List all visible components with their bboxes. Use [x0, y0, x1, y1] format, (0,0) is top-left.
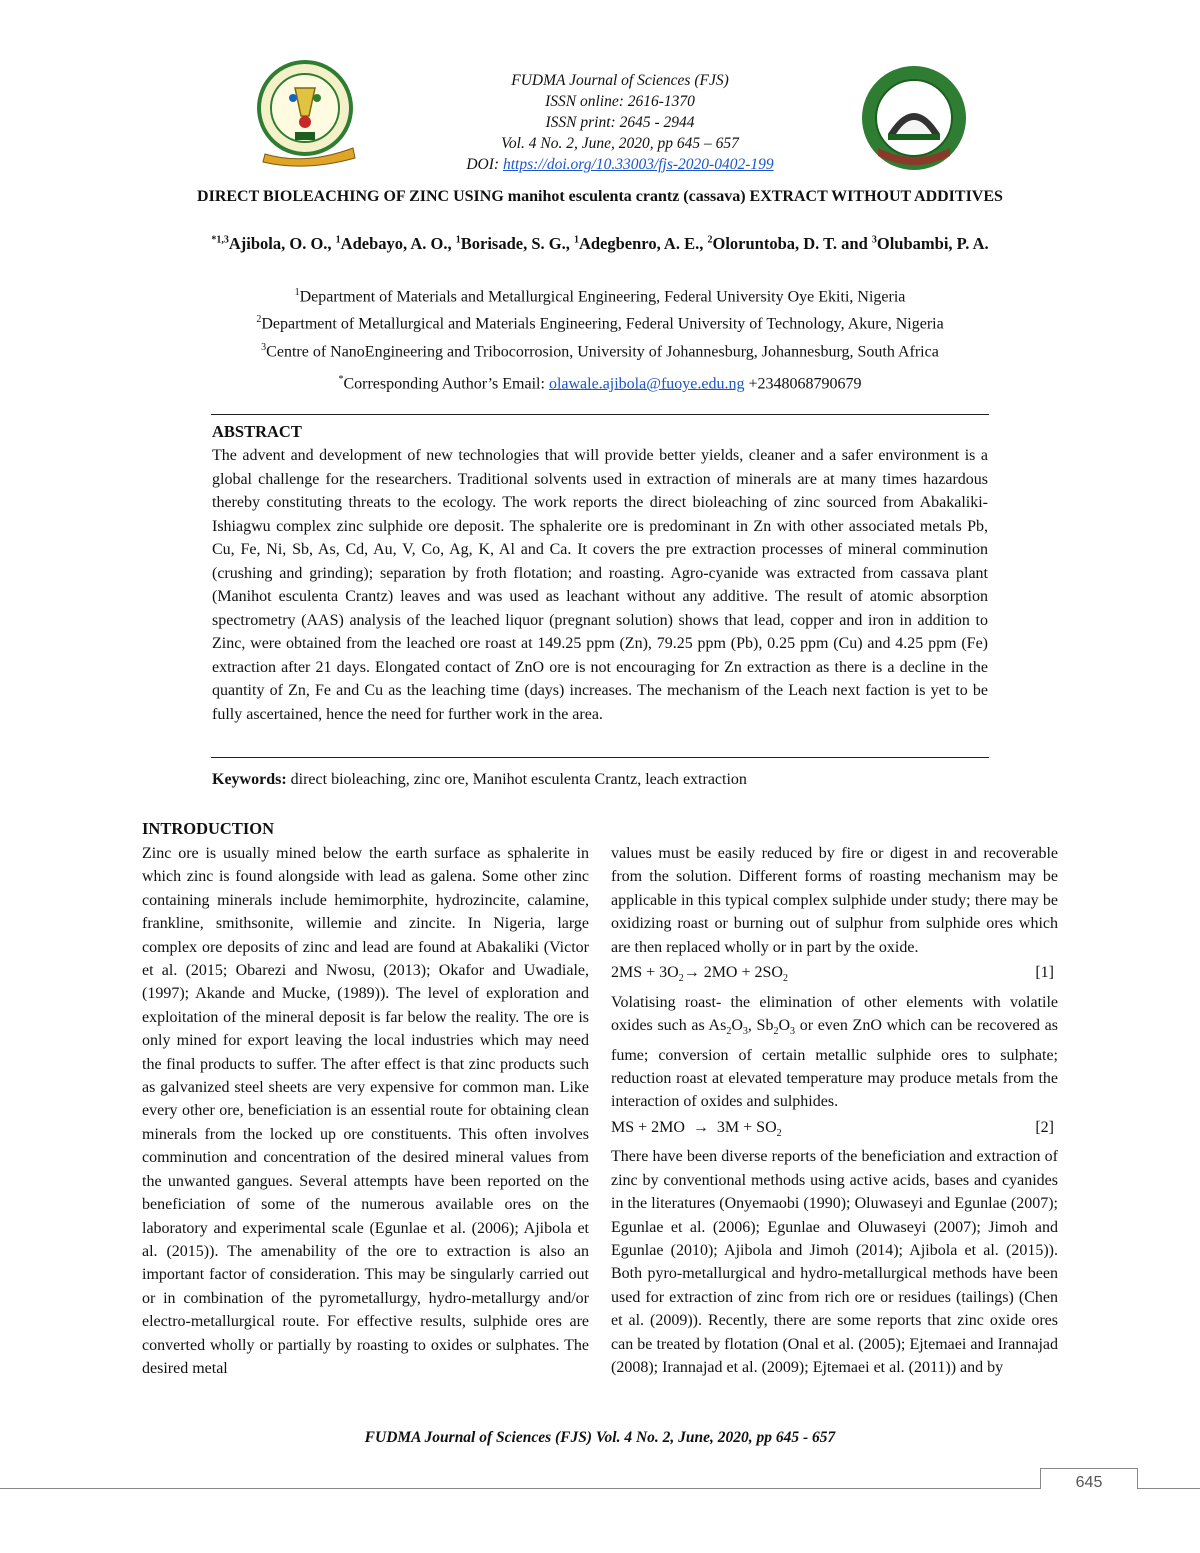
intro-right-column — [611, 842, 1058, 1380]
intro-paragraph — [611, 991, 1058, 1114]
page-number: 645 — [1040, 1468, 1138, 1489]
equation-1 — [611, 961, 1058, 991]
author-name: Adebayo, A. O., — [340, 234, 456, 253]
corresponding-author — [60, 374, 1140, 393]
author-list — [60, 234, 1140, 254]
fjs-journal-logo — [255, 58, 367, 170]
keywords-label: Keywords: — [212, 771, 287, 788]
author-name: Adegbenro, A. E., — [578, 234, 708, 253]
equation-2-number: [2] — [1035, 1118, 1054, 1136]
paragraph-text: or even ZnO which can be recovered as fume; conversion of certain metallic sulphide ores to sulphate; reduction roast at elevated temperature may produce metals from the interaction of oxides and sulphides. — [611, 1017, 1059, 1111]
author-name: Ajibola, O. O., — [228, 234, 336, 253]
divider-top — [211, 414, 989, 415]
introduction-heading: INTRODUCTION — [142, 819, 275, 838]
intro-left-column — [142, 842, 589, 1380]
issn-print: ISSN print: 2645 - 2944 — [545, 114, 695, 131]
paragraph-text: Volatising roast- the elimination of other elements with volatile oxides such as — [611, 993, 1058, 1035]
abstract-text: The advent and development of new technologies that will provide better yields, cleaner and a safer environment is a global challenge for the researchers. Traditional solvents used in extraction of minerals are at many times hazardous thereby constituting threats to the ecology. The work reports the direct bioleaching of zinc sourced from Abakaliki-Ishiagwu complex zinc sulphide ore deposit. The sphalerite ore is predominant in Zn with other associated metals Pb, Cu, Fe, Ni, Sb, As, Cd, Au, V, Co, Ag, K, Al and Ca. It covers the pre extraction processes of mineral comminution (crushing and grinding); separation by froth flotation; and roasting. Agro-cyanide was extracted from cassava plant (Manihot esculenta Crantz) leaves and was used as leachant without any additive. The result of atomic absorption spectrometry (AAS) analysis of the leached liquor (pregnant solution) shows that lead, copper and iron in addition to Zinc, were obtained from the leached ore roast at 149.25 ppm (Zn), 79.25 ppm (Pb), 0.25 ppm (Cu) and 4.25 ppm (Fe) extraction after 21 days. Elongated contact of ZnO ore is not encouraging for Zn extraction as there is a decline in the quantity of Zn, Fe and Cu as the leaching time (days) increases. The mechanism of the Leach next faction is yet to be fully ascertained, hence the need for further work in the area. — [212, 447, 988, 723]
intro-paragraph: Zinc ore is usually mined below the earth surface as sphalerite in which zinc is found alongside with lead as galena. Some other zinc containing minerals include hemimorphite, hydrozincite, calamine, frankline, smithsonite, willemie and zincite. In Nigeria, large complex ore deposits of zinc and lead are found at Abakaliki (Victor et al. (2015; Obarezi and Nwosu, (2013); Okafor and Uwadiale, (1997); Akande and Mucke, (1989)). The level of exploration and exploitation of the mineral deposit is far below the reality. The ore is only mined for export leaving the local industries which may need the final products to suffer. The after effect is that zinc products such as galvanized steel sheets are very expensive for common man. Like every other ore, beneficiation is an essential route for obtaining clean minerals from the locked up ore constituents. This often involves comminution and concentration of the desired mineral values from the unwanted gangues. Several attempts have been reported on the beneficiation of some of the numerous available ores on the laboratory and experimental scale (Egunlae et al. (2006); Ajibola et al. (2015)). The amenability of the ore to extraction is also an important factor of consideration. This may be singularly carried out or in combination of the pyrometallurgy, hydro-metallurgy and/or electro-metallurgical route. For effective results, sulphide ores are converted wholly or partially by roasting to oxides or sulphates. The desired metal — [142, 845, 589, 1377]
divider-bottom — [211, 757, 989, 758]
affiliation-sup: 2 — [256, 314, 262, 326]
affiliation-text: Department of Materials and Metallurgical Engineering, Federal University Oye Ekiti, Nigeria — [299, 288, 906, 306]
author-sup: 1 — [455, 234, 461, 246]
affiliation — [60, 308, 1140, 335]
university-logo — [858, 62, 970, 174]
author-sup: 1 — [573, 234, 579, 246]
footer-rule — [0, 1488, 1200, 1489]
affiliations — [60, 281, 1140, 363]
affiliation-text: Department of Metallurgical and Materials Engineering, Federal University of Technology, Akure, Nigeria — [261, 315, 944, 333]
equation-1-number: [1] — [1035, 964, 1054, 982]
intro-paragraph: There have been diverse reports of the beneficiation and extraction of zinc by conventional methods using active acids, bases and cyanides in the literatures (Onyemaobi (1990); Oluwaseyi and Egunlae (2007); Egunlae et al. (2006); Egunlae and Oluwaseyi (2007); Jimoh and Egunlae (2010); Ajibola and Jimoh (2014); Ajibola et al. (2015)). Both pyro-metallurgical and hydro-metallurgical methods have been used for extraction of zinc from rich ore or residues (tailings) (Chen et al. (2009)). Recently, there are some reports that zinc oxide ores can be treated by flotation (Onal et al. (2005); Ejtemaei and Irannajad (2008); Irannajad et al. (2009); Ejtemaei et al. (2011)) and by — [611, 1148, 1058, 1377]
keywords-text: direct bioleaching, zinc ore, Manihot esculenta Crantz, leach extraction — [286, 771, 747, 788]
email-link[interactable]: olawale.ajibola@fuoye.edu.ng — [548, 375, 745, 393]
paper-title: DIRECT BIOLEACHING OF ZINC USING manihot esculenta crantz (cassava) EXTRACT WITHOUT ADDITIVES — [197, 188, 1003, 205]
author-sup: 1 — [335, 234, 341, 246]
author-name: Borisade, S. G., — [460, 234, 574, 253]
author-name: Oloruntoba, D. T. and — [712, 234, 872, 253]
intro-paragraph: values must be easily reduced by fire or digest in and recoverable from the solution. Different forms of roasting mechanism may be applicable in this typical complex sulphide under study; there may be oxidizing roast or burning out of sulphur from sulphide ores which are then replaced wholly or in part by the oxide. — [611, 845, 1058, 956]
corresponding-label: Corresponding Author’s Email: — [343, 375, 549, 393]
abstract-heading: ABSTRACT — [212, 422, 302, 441]
author-sup: *1,3 — [211, 234, 229, 246]
affiliation — [60, 281, 1140, 308]
affiliation-sup: 1 — [294, 287, 300, 298]
affiliation-sup: 3 — [261, 341, 267, 353]
issn-online: ISSN online: 2616-1370 — [545, 93, 695, 110]
oxide-formulas: $As_2O_3$, $Sb_2O_3$ — [708, 1017, 796, 1038]
affiliation-text: Centre of NanoEngineering and Tribocorrosion, University of Johannesburg, Johannesburg, South Africa — [266, 342, 939, 360]
affiliation — [60, 336, 1140, 363]
equation-1-formula: $2MS + 3O_2\to 2MO + 2SO_2$ — [611, 964, 788, 985]
volume-info: Vol. 4 No. 2, June, 2020, pp 645 – 657 — [501, 135, 739, 152]
equation-2 — [611, 1116, 1058, 1146]
doi-link[interactable]: https://doi.org/10.33003/fjs-2020-0402-199 — [502, 156, 774, 173]
footer-citation: FUDMA Journal of Sciences (FJS) Vol. 4 No. 2, June, 2020, pp 645 - 657 — [364, 1429, 836, 1446]
corresponding-sup: * — [338, 374, 344, 385]
doi-line — [400, 154, 840, 175]
journal-name: FUDMA Journal of Sciences (FJS) — [511, 72, 729, 89]
phone-number: +2348068790679 — [744, 375, 862, 393]
author-sup: 2 — [707, 234, 713, 246]
doi-label: DOI: — [466, 156, 503, 173]
author-name: Olubambi, P. A. — [876, 234, 989, 253]
equation-2-formula: MS + $2MO \to 3M + SO_2$ — [611, 1118, 782, 1140]
journal-header — [400, 70, 840, 175]
author-sup: 3 — [871, 234, 877, 246]
keywords — [212, 771, 747, 789]
